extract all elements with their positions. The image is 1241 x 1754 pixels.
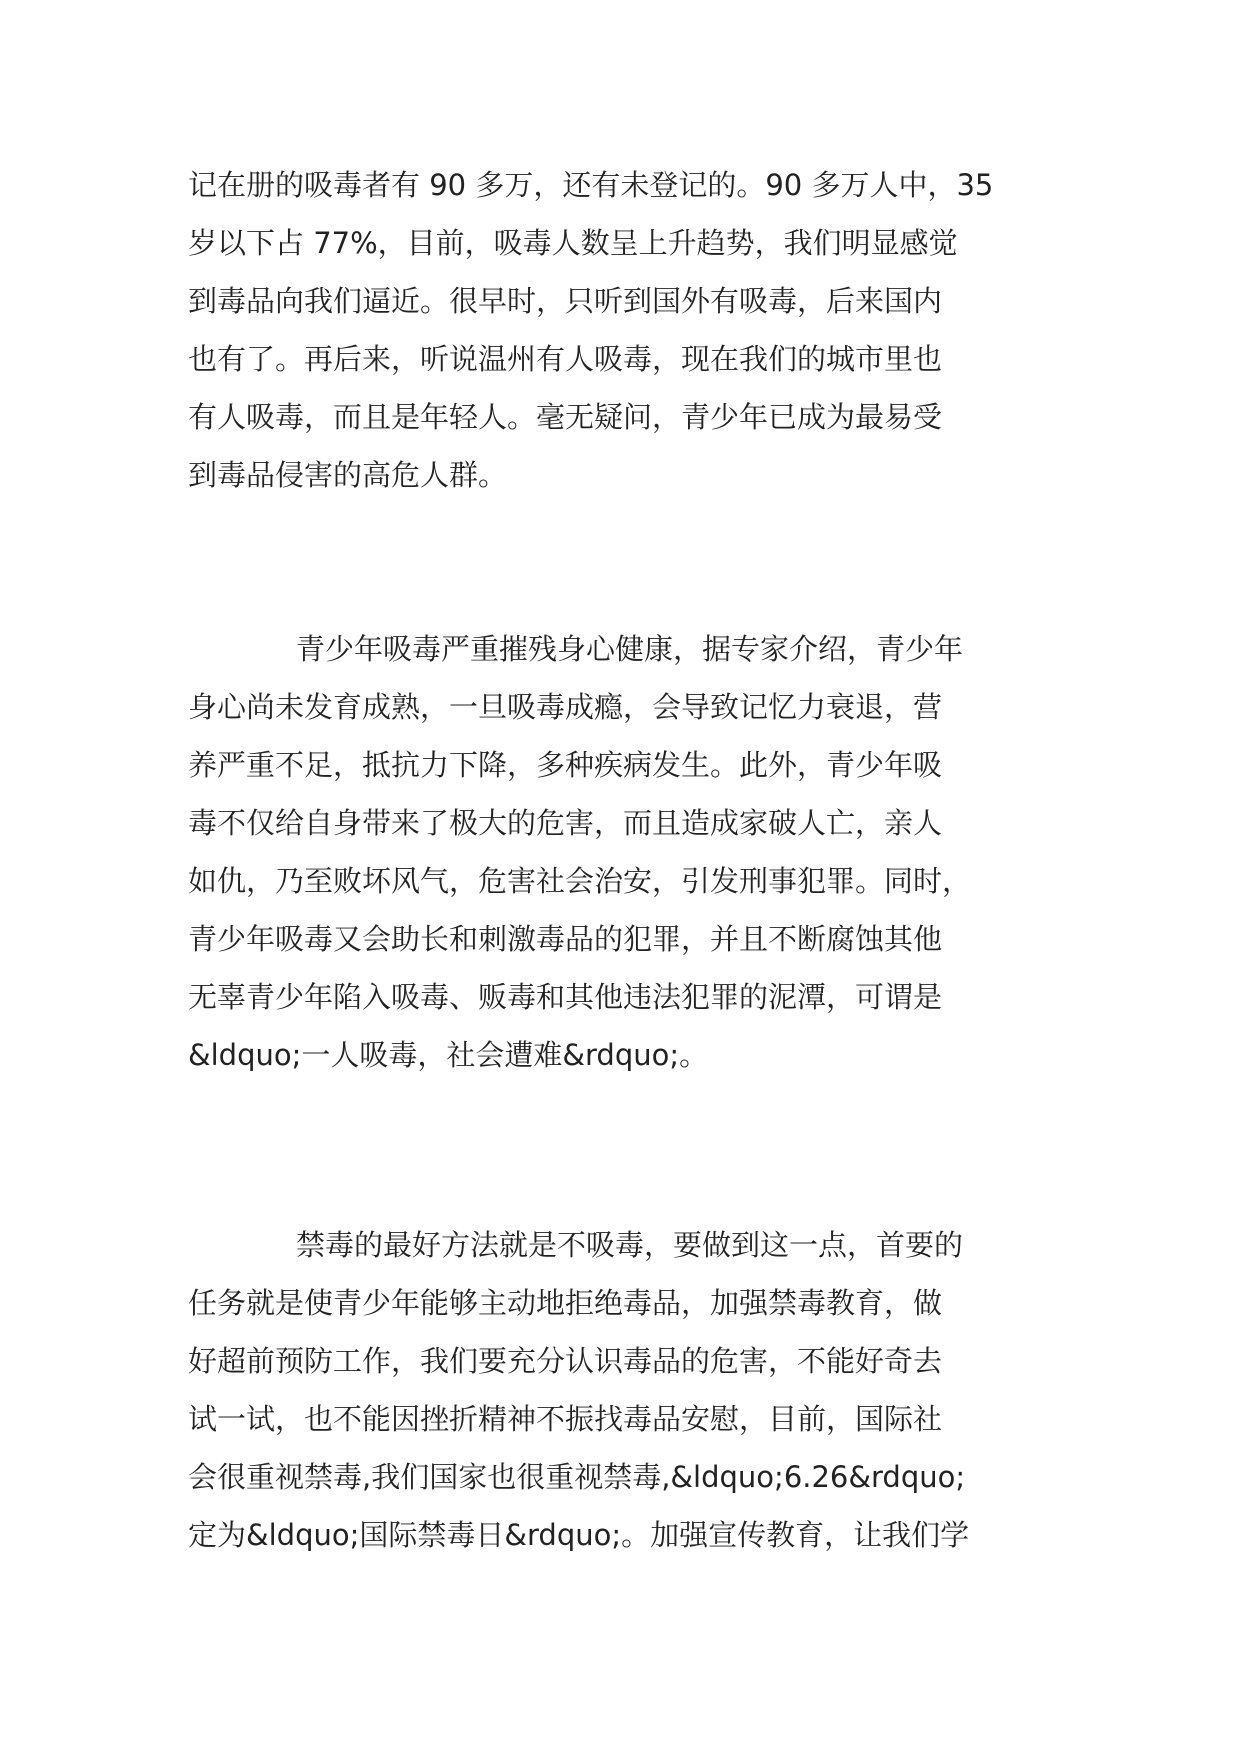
text-line: 岁以下占 77%，目前，吸毒人数呈上升趋势，我们明显感觉 (188, 226, 958, 260)
paragraph-health-harm (188, 620, 1054, 1084)
text-line: 如仇，乃至败坏风气，危害社会治安，引发刑事犯罪。同时， (188, 864, 972, 898)
text-line: &ldquo;一人吸毒，社会遭难&rdquo;。 (188, 1038, 709, 1072)
text-line: 青少年吸毒严重摧残身心健康，据专家介绍，青少年 (296, 632, 964, 666)
text-line: 青少年吸毒又会助长和刺激毒品的犯罪，并且不断腐蚀其他 (188, 922, 943, 956)
text-line: 禁毒的最好方法就是不吸毒，要做到这一点，首要的 (296, 1228, 964, 1262)
text-line: 养严重不足，抵抗力下降，多种疾病发生。此外，青少年吸 (188, 748, 943, 782)
paragraph-drug-statistics (188, 156, 1054, 504)
text-line: 到毒品侵害的高危人群。 (188, 458, 508, 492)
text-line: 试一试，也不能因挫折精神不振找毒品安慰，目前，国际社 (188, 1402, 943, 1436)
text-line: 有人吸毒，而且是年轻人。毫无疑问，青少年已成为最易受 (188, 400, 943, 434)
text-line: 会很重视禁毒,我们国家也很重视禁毒,&ldquo;6.26&rdquo; (188, 1460, 966, 1494)
text-line: 任务就是使青少年能够主动地拒绝毒品，加强禁毒教育，做 (188, 1286, 943, 1320)
text-line: 到毒品向我们逼近。很早时，只听到国外有吸毒，后来国内 (188, 284, 943, 318)
text-line: 身心尚未发育成熟，一旦吸毒成瘾，会导致记忆力衰退，营 (188, 690, 943, 724)
text-line: 毒不仅给自身带来了极大的危害，而且造成家破人亡，亲人 (188, 806, 943, 840)
paragraph-prevention (188, 1216, 1054, 1564)
text-line: 定为&ldquo;国际禁毒日&rdquo;。加强宣传教育，让我们学 (188, 1518, 970, 1552)
text-line: 记在册的吸毒者有 90 多万，还有未登记的。90 多万人中，35 (188, 168, 994, 202)
text-line: 好超前预防工作，我们要充分认识毒品的危害，不能好奇去 (188, 1344, 943, 1378)
text-line: 也有了。再后来，听说温州有人吸毒，现在我们的城市里也 (188, 342, 943, 376)
text-line: 无辜青少年陷入吸毒、贩毒和其他违法犯罪的泥潭，可谓是 (188, 980, 943, 1014)
